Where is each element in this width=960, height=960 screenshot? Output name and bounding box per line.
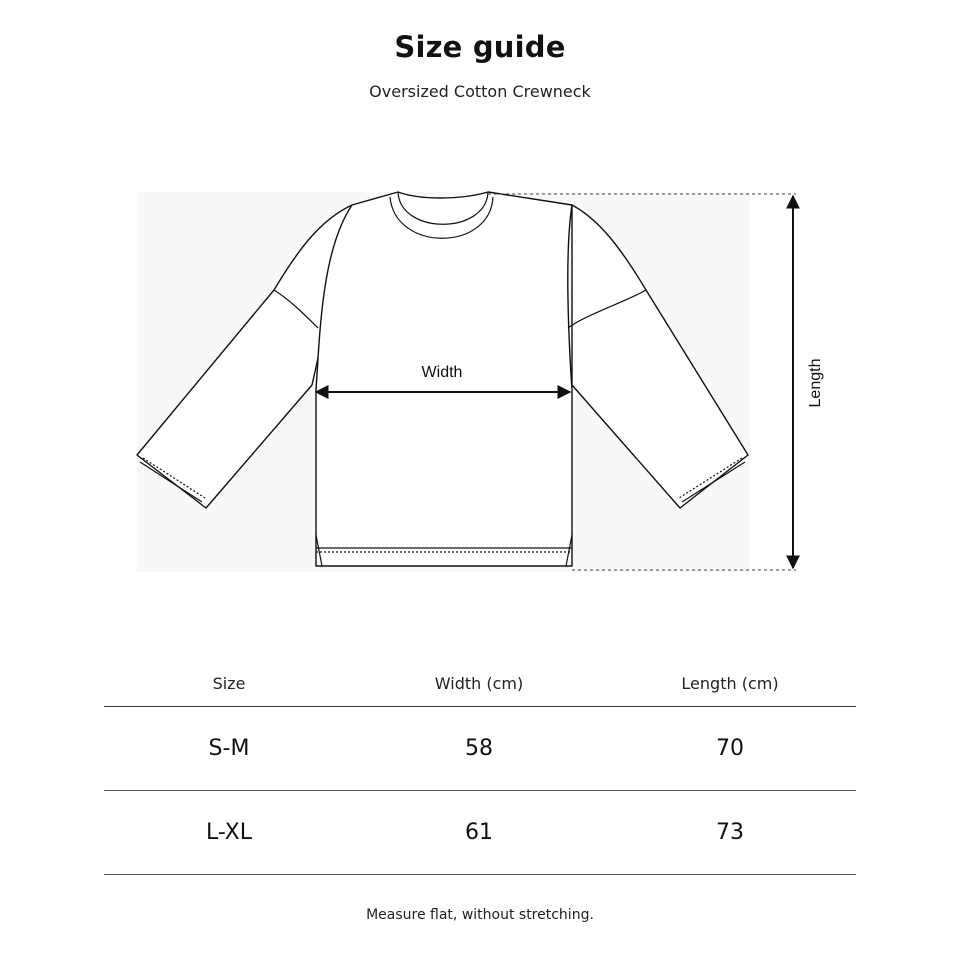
length-cell: 70 [716, 736, 744, 761]
size-cell: S-M [208, 736, 250, 761]
size-cell: L-XL [205, 820, 253, 845]
measurement-note: Measure flat, without stretching. [366, 907, 594, 923]
table-header-row [104, 660, 856, 707]
width-cell: 58 [465, 736, 493, 761]
page-title: Size guide [394, 30, 566, 64]
length-cell: 73 [716, 820, 744, 845]
garment-diagram [0, 180, 960, 600]
product-name: Oversized Cotton Crewneck [369, 82, 591, 101]
column-header-length: Length (cm) [681, 673, 779, 693]
width-cell: 61 [465, 820, 493, 845]
table-row [104, 791, 856, 875]
column-header-width: Width (cm) [434, 673, 524, 693]
length-label: Length [807, 358, 824, 408]
table-row [104, 707, 856, 791]
width-label: Width [421, 364, 463, 381]
size-table [104, 660, 856, 875]
column-header-size: Size [212, 673, 246, 693]
